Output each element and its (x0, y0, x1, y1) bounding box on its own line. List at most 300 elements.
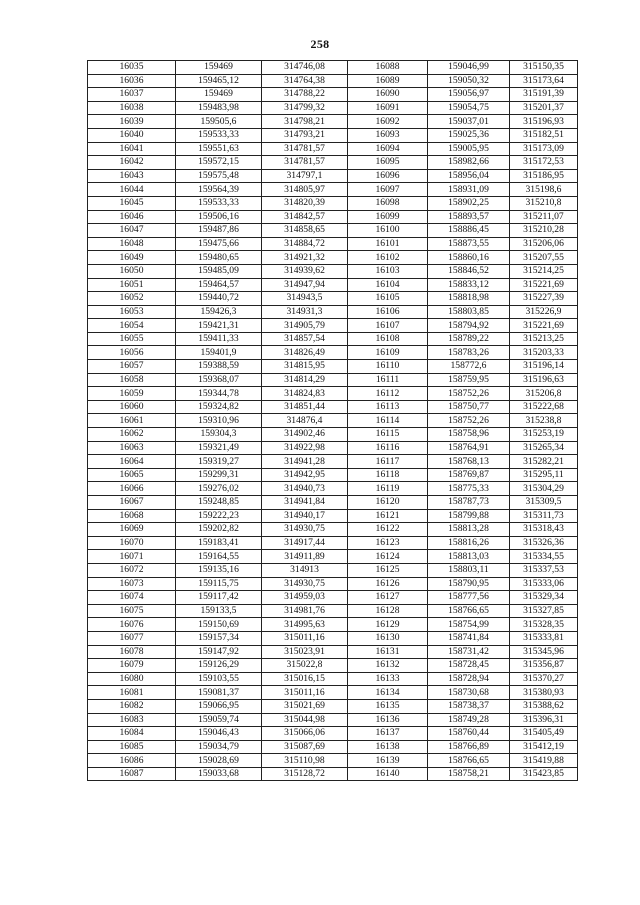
x-coordinate-right-cell: 158833,12 (428, 278, 510, 292)
point-number-right-cell: 16098 (348, 196, 428, 210)
y-coordinate-left-cell: 314939,62 (262, 264, 348, 278)
point-number-left-cell: 16048 (88, 237, 176, 251)
x-coordinate-right-cell: 158816,26 (428, 536, 510, 550)
y-coordinate-right-cell: 315222,68 (510, 400, 578, 414)
y-coordinate-left-cell: 314797,1 (262, 169, 348, 183)
table-row (88, 224, 578, 238)
point-number-left-cell: 16049 (88, 251, 176, 265)
page-number: 258 (310, 37, 330, 51)
table-row (88, 346, 578, 360)
x-coordinate-right-cell: 158886,45 (428, 224, 510, 238)
x-coordinate-left-cell: 159324,82 (176, 400, 262, 414)
point-number-right-cell: 16123 (348, 536, 428, 550)
y-coordinate-right-cell: 315214,25 (510, 264, 578, 278)
table-row (88, 373, 578, 387)
x-coordinate-right-cell: 158749,28 (428, 713, 510, 727)
y-coordinate-left-cell: 315066,06 (262, 727, 348, 741)
point-number-right-cell: 16139 (348, 754, 428, 768)
x-coordinate-right-cell: 158766,65 (428, 604, 510, 618)
point-number-right-cell: 16126 (348, 577, 428, 591)
table-row (88, 577, 578, 591)
y-coordinate-right-cell: 315345,96 (510, 645, 578, 659)
point-number-left-cell: 16062 (88, 428, 176, 442)
x-coordinate-right-cell: 159050,32 (428, 74, 510, 88)
x-coordinate-left-cell: 159157,34 (176, 631, 262, 645)
point-number-left-cell: 16043 (88, 169, 176, 183)
point-number-left-cell: 16056 (88, 346, 176, 360)
point-number-left-cell: 16070 (88, 536, 176, 550)
point-number-left-cell: 16047 (88, 224, 176, 238)
x-coordinate-right-cell: 158873,55 (428, 237, 510, 251)
x-coordinate-right-cell: 158750,77 (428, 400, 510, 414)
point-number-right-cell: 16091 (348, 101, 428, 115)
table-row (88, 183, 578, 197)
point-number-right-cell: 16109 (348, 346, 428, 360)
y-coordinate-left-cell: 314940,73 (262, 482, 348, 496)
point-number-left-cell: 16084 (88, 727, 176, 741)
y-coordinate-left-cell: 314746,08 (262, 61, 348, 75)
point-number-right-cell: 16095 (348, 156, 428, 170)
x-coordinate-right-cell: 159005,95 (428, 142, 510, 156)
y-coordinate-left-cell: 314922,98 (262, 441, 348, 455)
y-coordinate-right-cell: 315221,69 (510, 319, 578, 333)
y-coordinate-left-cell: 314913 (262, 563, 348, 577)
x-coordinate-left-cell: 159028,69 (176, 754, 262, 768)
point-number-left-cell: 16063 (88, 441, 176, 455)
y-coordinate-left-cell: 314981,76 (262, 604, 348, 618)
point-number-right-cell: 16114 (348, 414, 428, 428)
y-coordinate-right-cell: 315337,53 (510, 563, 578, 577)
x-coordinate-left-cell: 159344,78 (176, 387, 262, 401)
y-coordinate-right-cell: 315196,93 (510, 115, 578, 129)
x-coordinate-left-cell: 159034,79 (176, 740, 262, 754)
point-number-right-cell: 16089 (348, 74, 428, 88)
point-number-left-cell: 16065 (88, 468, 176, 482)
x-coordinate-right-cell: 158818,98 (428, 292, 510, 306)
point-number-left-cell: 16055 (88, 332, 176, 346)
y-coordinate-right-cell: 315213,25 (510, 332, 578, 346)
x-coordinate-right-cell: 158803,11 (428, 563, 510, 577)
table-row (88, 74, 578, 88)
x-coordinate-right-cell: 158759,95 (428, 373, 510, 387)
y-coordinate-left-cell: 314905,79 (262, 319, 348, 333)
y-coordinate-right-cell: 315388,62 (510, 699, 578, 713)
table-row (88, 496, 578, 510)
x-coordinate-left-cell: 159485,09 (176, 264, 262, 278)
y-coordinate-left-cell: 315011,16 (262, 631, 348, 645)
y-coordinate-left-cell: 315087,69 (262, 740, 348, 754)
point-number-left-cell: 16078 (88, 645, 176, 659)
x-coordinate-left-cell: 159426,3 (176, 305, 262, 319)
x-coordinate-right-cell: 158760,44 (428, 727, 510, 741)
y-coordinate-left-cell: 314814,29 (262, 373, 348, 387)
table-row (88, 699, 578, 713)
table-row (88, 88, 578, 102)
y-coordinate-right-cell: 315333,06 (510, 577, 578, 591)
table-row (88, 482, 578, 496)
y-coordinate-left-cell: 314911,89 (262, 550, 348, 564)
x-coordinate-left-cell: 159533,33 (176, 128, 262, 142)
y-coordinate-left-cell: 314942,95 (262, 468, 348, 482)
x-coordinate-left-cell: 159464,57 (176, 278, 262, 292)
x-coordinate-right-cell: 158787,73 (428, 496, 510, 510)
point-number-right-cell: 16094 (348, 142, 428, 156)
point-number-left-cell: 16037 (88, 88, 176, 102)
point-number-right-cell: 16122 (348, 523, 428, 537)
x-coordinate-right-cell: 158789,22 (428, 332, 510, 346)
table-row (88, 631, 578, 645)
y-coordinate-left-cell: 314902,46 (262, 428, 348, 442)
x-coordinate-right-cell: 158758,21 (428, 767, 510, 781)
y-coordinate-right-cell: 315227,39 (510, 292, 578, 306)
y-coordinate-right-cell: 315201,37 (510, 101, 578, 115)
y-coordinate-left-cell: 314799,32 (262, 101, 348, 115)
point-number-right-cell: 16134 (348, 686, 428, 700)
point-number-right-cell: 16105 (348, 292, 428, 306)
point-number-right-cell: 16110 (348, 360, 428, 374)
x-coordinate-left-cell: 159487,86 (176, 224, 262, 238)
point-number-right-cell: 16099 (348, 210, 428, 224)
y-coordinate-left-cell: 314826,49 (262, 346, 348, 360)
x-coordinate-left-cell: 159133,5 (176, 604, 262, 618)
x-coordinate-right-cell: 158764,91 (428, 441, 510, 455)
point-number-left-cell: 16082 (88, 699, 176, 713)
point-number-left-cell: 16046 (88, 210, 176, 224)
y-coordinate-right-cell: 315328,35 (510, 618, 578, 632)
point-number-left-cell: 16050 (88, 264, 176, 278)
x-coordinate-left-cell: 159310,96 (176, 414, 262, 428)
x-coordinate-left-cell: 159276,02 (176, 482, 262, 496)
x-coordinate-left-cell: 159572,15 (176, 156, 262, 170)
table-row (88, 618, 578, 632)
x-coordinate-right-cell: 158752,26 (428, 387, 510, 401)
point-number-left-cell: 16052 (88, 292, 176, 306)
x-coordinate-right-cell: 158769,87 (428, 468, 510, 482)
x-coordinate-right-cell: 158728,94 (428, 672, 510, 686)
y-coordinate-left-cell: 314788,22 (262, 88, 348, 102)
table-row (88, 740, 578, 754)
x-coordinate-right-cell: 158846,52 (428, 264, 510, 278)
x-coordinate-right-cell: 159056,97 (428, 88, 510, 102)
x-coordinate-left-cell: 159575,48 (176, 169, 262, 183)
point-number-right-cell: 16108 (348, 332, 428, 346)
y-coordinate-right-cell: 315182,51 (510, 128, 578, 142)
y-coordinate-right-cell: 315333,81 (510, 631, 578, 645)
y-coordinate-right-cell: 315329,34 (510, 591, 578, 605)
x-coordinate-left-cell: 159469 (176, 61, 262, 75)
y-coordinate-left-cell: 314884,72 (262, 237, 348, 251)
x-coordinate-right-cell: 159025,36 (428, 128, 510, 142)
y-coordinate-left-cell: 314931,3 (262, 305, 348, 319)
table-row (88, 686, 578, 700)
table-row (88, 672, 578, 686)
y-coordinate-right-cell: 315265,34 (510, 441, 578, 455)
x-coordinate-left-cell: 159135,16 (176, 563, 262, 577)
y-coordinate-left-cell: 315128,72 (262, 767, 348, 781)
coordinates-table (87, 60, 578, 781)
y-coordinate-right-cell: 315211,07 (510, 210, 578, 224)
point-number-left-cell: 16058 (88, 373, 176, 387)
y-coordinate-left-cell: 315022,8 (262, 659, 348, 673)
point-number-right-cell: 16136 (348, 713, 428, 727)
x-coordinate-left-cell: 159551,63 (176, 142, 262, 156)
point-number-left-cell: 16040 (88, 128, 176, 142)
y-coordinate-left-cell: 314917,44 (262, 536, 348, 550)
x-coordinate-right-cell: 158758,96 (428, 428, 510, 442)
x-coordinate-right-cell: 158738,37 (428, 699, 510, 713)
point-number-left-cell: 16081 (88, 686, 176, 700)
x-coordinate-left-cell: 159321,49 (176, 441, 262, 455)
point-number-left-cell: 16074 (88, 591, 176, 605)
table-row (88, 767, 578, 781)
y-coordinate-right-cell: 315221,69 (510, 278, 578, 292)
x-coordinate-right-cell: 158768,13 (428, 455, 510, 469)
x-coordinate-right-cell: 158813,03 (428, 550, 510, 564)
table-row (88, 237, 578, 251)
y-coordinate-left-cell: 315011,16 (262, 686, 348, 700)
point-number-right-cell: 16137 (348, 727, 428, 741)
point-number-left-cell: 16057 (88, 360, 176, 374)
y-coordinate-left-cell: 315110,98 (262, 754, 348, 768)
y-coordinate-left-cell: 314943,5 (262, 292, 348, 306)
table-row (88, 101, 578, 115)
x-coordinate-left-cell: 159319,27 (176, 455, 262, 469)
point-number-left-cell: 16079 (88, 659, 176, 673)
x-coordinate-right-cell: 158982,66 (428, 156, 510, 170)
x-coordinate-right-cell: 158813,28 (428, 523, 510, 537)
y-coordinate-right-cell: 315295,11 (510, 468, 578, 482)
point-number-right-cell: 16107 (348, 319, 428, 333)
y-coordinate-right-cell: 315238,8 (510, 414, 578, 428)
x-coordinate-right-cell: 158783,26 (428, 346, 510, 360)
x-coordinate-left-cell: 159564,39 (176, 183, 262, 197)
x-coordinate-left-cell: 159533,33 (176, 196, 262, 210)
table-row (88, 305, 578, 319)
x-coordinate-right-cell: 158777,56 (428, 591, 510, 605)
x-coordinate-right-cell: 158728,45 (428, 659, 510, 673)
point-number-left-cell: 16077 (88, 631, 176, 645)
point-number-right-cell: 16129 (348, 618, 428, 632)
point-number-left-cell: 16064 (88, 455, 176, 469)
y-coordinate-right-cell: 315412,19 (510, 740, 578, 754)
coordinates-table-body (88, 61, 578, 781)
x-coordinate-left-cell: 159388,59 (176, 360, 262, 374)
y-coordinate-right-cell: 315206,8 (510, 387, 578, 401)
y-coordinate-right-cell: 315370,27 (510, 672, 578, 686)
y-coordinate-left-cell: 314876,4 (262, 414, 348, 428)
y-coordinate-right-cell: 315173,09 (510, 142, 578, 156)
table-row (88, 645, 578, 659)
point-number-left-cell: 16061 (88, 414, 176, 428)
point-number-left-cell: 16038 (88, 101, 176, 115)
table-row (88, 332, 578, 346)
x-coordinate-right-cell: 159054,75 (428, 101, 510, 115)
x-coordinate-right-cell: 158790,95 (428, 577, 510, 591)
point-number-right-cell: 16117 (348, 455, 428, 469)
x-coordinate-right-cell: 158902,25 (428, 196, 510, 210)
point-number-left-cell: 16067 (88, 496, 176, 510)
y-coordinate-left-cell: 314995,63 (262, 618, 348, 632)
y-coordinate-left-cell: 314851,44 (262, 400, 348, 414)
y-coordinate-left-cell: 315023,91 (262, 645, 348, 659)
point-number-left-cell: 16087 (88, 767, 176, 781)
x-coordinate-right-cell: 158766,65 (428, 754, 510, 768)
x-coordinate-left-cell: 159440,72 (176, 292, 262, 306)
point-number-right-cell: 16106 (348, 305, 428, 319)
point-number-right-cell: 16113 (348, 400, 428, 414)
y-coordinate-left-cell: 314941,28 (262, 455, 348, 469)
table-row (88, 278, 578, 292)
y-coordinate-left-cell: 315021,69 (262, 699, 348, 713)
x-coordinate-right-cell: 158860,16 (428, 251, 510, 265)
y-coordinate-left-cell: 314947,94 (262, 278, 348, 292)
y-coordinate-right-cell: 315423,85 (510, 767, 578, 781)
y-coordinate-left-cell: 314921,32 (262, 251, 348, 265)
x-coordinate-left-cell: 159103,55 (176, 672, 262, 686)
x-coordinate-left-cell: 159202,82 (176, 523, 262, 537)
point-number-left-cell: 16039 (88, 115, 176, 129)
x-coordinate-right-cell: 158752,26 (428, 414, 510, 428)
y-coordinate-right-cell: 315405,49 (510, 727, 578, 741)
point-number-right-cell: 16093 (348, 128, 428, 142)
x-coordinate-left-cell: 159469 (176, 88, 262, 102)
point-number-right-cell: 16090 (348, 88, 428, 102)
y-coordinate-left-cell: 314941,84 (262, 496, 348, 510)
y-coordinate-right-cell: 315173,64 (510, 74, 578, 88)
point-number-right-cell: 16128 (348, 604, 428, 618)
table-row (88, 713, 578, 727)
table-row (88, 441, 578, 455)
x-coordinate-right-cell: 158772,6 (428, 360, 510, 374)
y-coordinate-right-cell: 315318,43 (510, 523, 578, 537)
table-row (88, 455, 578, 469)
table-row (88, 604, 578, 618)
x-coordinate-right-cell: 159037,01 (428, 115, 510, 129)
y-coordinate-right-cell: 315196,14 (510, 360, 578, 374)
table-row (88, 509, 578, 523)
x-coordinate-left-cell: 159411,33 (176, 332, 262, 346)
table-row (88, 659, 578, 673)
table-row (88, 428, 578, 442)
y-coordinate-left-cell: 314805,97 (262, 183, 348, 197)
point-number-left-cell: 16071 (88, 550, 176, 564)
point-number-right-cell: 16096 (348, 169, 428, 183)
y-coordinate-right-cell: 315191,39 (510, 88, 578, 102)
y-coordinate-right-cell: 315380,93 (510, 686, 578, 700)
table-row (88, 61, 578, 75)
point-number-left-cell: 16076 (88, 618, 176, 632)
y-coordinate-right-cell: 315186,95 (510, 169, 578, 183)
point-number-left-cell: 16045 (88, 196, 176, 210)
table-row (88, 128, 578, 142)
table-row (88, 468, 578, 482)
point-number-left-cell: 16054 (88, 319, 176, 333)
y-coordinate-left-cell: 314781,57 (262, 142, 348, 156)
x-coordinate-right-cell: 158775,33 (428, 482, 510, 496)
x-coordinate-right-cell: 158931,09 (428, 183, 510, 197)
x-coordinate-right-cell: 158741,84 (428, 631, 510, 645)
point-number-left-cell: 16085 (88, 740, 176, 754)
y-coordinate-right-cell: 315196,63 (510, 373, 578, 387)
y-coordinate-right-cell: 315326,36 (510, 536, 578, 550)
x-coordinate-left-cell: 159299,31 (176, 468, 262, 482)
point-number-right-cell: 16138 (348, 740, 428, 754)
point-number-right-cell: 16101 (348, 237, 428, 251)
point-number-left-cell: 16069 (88, 523, 176, 537)
table-row (88, 264, 578, 278)
point-number-right-cell: 16111 (348, 373, 428, 387)
point-number-left-cell: 16068 (88, 509, 176, 523)
x-coordinate-left-cell: 159222,23 (176, 509, 262, 523)
point-number-left-cell: 16044 (88, 183, 176, 197)
x-coordinate-right-cell: 158754,99 (428, 618, 510, 632)
y-coordinate-right-cell: 315282,21 (510, 455, 578, 469)
y-coordinate-left-cell: 314820,39 (262, 196, 348, 210)
table-row (88, 156, 578, 170)
x-coordinate-left-cell: 159117,42 (176, 591, 262, 605)
table-row (88, 142, 578, 156)
x-coordinate-left-cell: 159164,55 (176, 550, 262, 564)
point-number-right-cell: 16103 (348, 264, 428, 278)
point-number-left-cell: 16066 (88, 482, 176, 496)
y-coordinate-left-cell: 314842,57 (262, 210, 348, 224)
table-row (88, 251, 578, 265)
point-number-left-cell: 16051 (88, 278, 176, 292)
y-coordinate-right-cell: 315327,85 (510, 604, 578, 618)
table-row (88, 387, 578, 401)
y-coordinate-left-cell: 314930,75 (262, 577, 348, 591)
y-coordinate-left-cell: 314824,83 (262, 387, 348, 401)
x-coordinate-left-cell: 159033,68 (176, 767, 262, 781)
point-number-left-cell: 16059 (88, 387, 176, 401)
x-coordinate-left-cell: 159421,31 (176, 319, 262, 333)
y-coordinate-left-cell: 314781,57 (262, 156, 348, 170)
x-coordinate-right-cell: 158766,89 (428, 740, 510, 754)
x-coordinate-left-cell: 159248,85 (176, 496, 262, 510)
x-coordinate-left-cell: 159465,12 (176, 74, 262, 88)
table-row (88, 727, 578, 741)
point-number-right-cell: 16092 (348, 115, 428, 129)
y-coordinate-left-cell: 314857,54 (262, 332, 348, 346)
x-coordinate-left-cell: 159059,74 (176, 713, 262, 727)
y-coordinate-right-cell: 315203,33 (510, 346, 578, 360)
table-row (88, 319, 578, 333)
x-coordinate-left-cell: 159115,75 (176, 577, 262, 591)
point-number-left-cell: 16080 (88, 672, 176, 686)
point-number-right-cell: 16125 (348, 563, 428, 577)
y-coordinate-left-cell: 314815,95 (262, 360, 348, 374)
y-coordinate-right-cell: 315309,5 (510, 496, 578, 510)
x-coordinate-right-cell: 158893,57 (428, 210, 510, 224)
y-coordinate-right-cell: 315150,35 (510, 61, 578, 75)
point-number-right-cell: 16115 (348, 428, 428, 442)
point-number-left-cell: 16073 (88, 577, 176, 591)
point-number-left-cell: 16060 (88, 400, 176, 414)
x-coordinate-left-cell: 159505,6 (176, 115, 262, 129)
point-number-right-cell: 16116 (348, 441, 428, 455)
table-row (88, 360, 578, 374)
point-number-left-cell: 16083 (88, 713, 176, 727)
point-number-right-cell: 16100 (348, 224, 428, 238)
x-coordinate-left-cell: 159480,65 (176, 251, 262, 265)
table-row (88, 550, 578, 564)
x-coordinate-right-cell: 158803,85 (428, 305, 510, 319)
x-coordinate-right-cell: 158731,42 (428, 645, 510, 659)
point-number-left-cell: 16042 (88, 156, 176, 170)
x-coordinate-left-cell: 159304,3 (176, 428, 262, 442)
x-coordinate-left-cell: 159046,43 (176, 727, 262, 741)
y-coordinate-left-cell: 314930,75 (262, 523, 348, 537)
